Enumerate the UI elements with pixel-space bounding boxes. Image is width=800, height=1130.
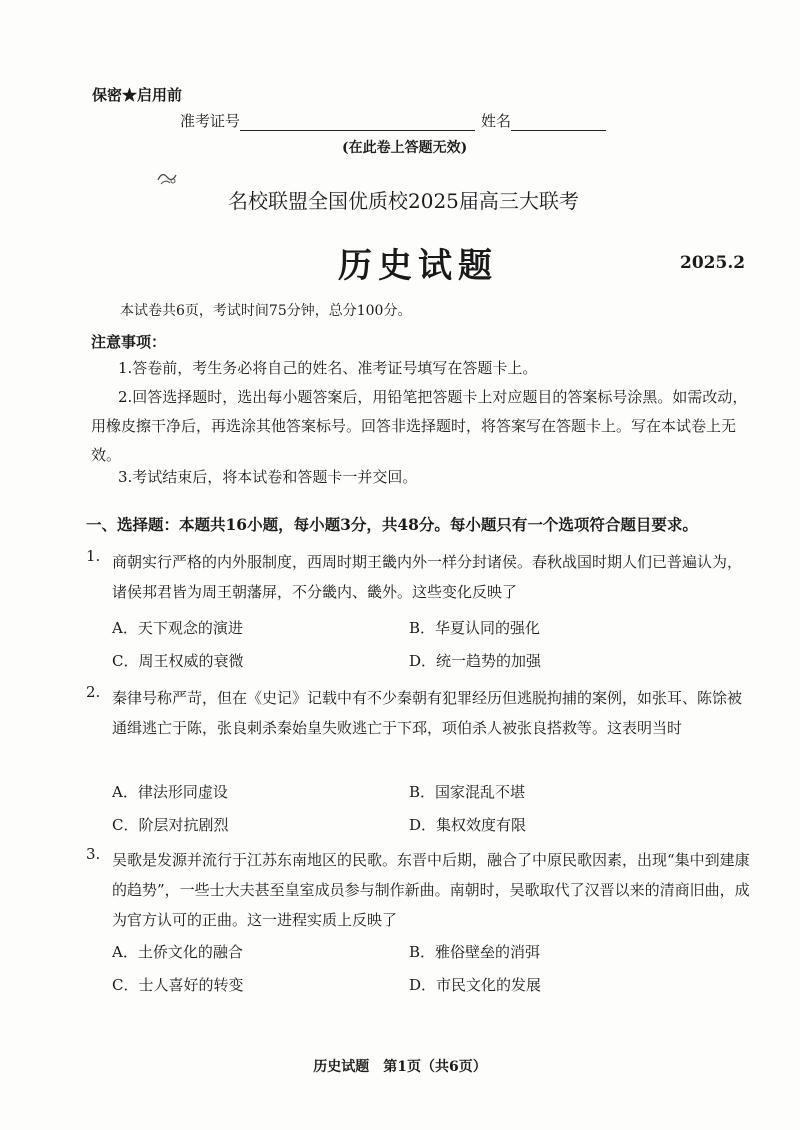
note-item: 2.回答选择题时，选出每小题答案后，用铅笔把答题卡上对应题目的答案标号涂黑。如需改动，用橡皮擦干净后，再选涂其他答案标号。回答非选择题时，将答案写在答题卡上。写在本试卷上无效。 bbox=[91, 388, 748, 464]
option-d: D．集权效度有限 bbox=[409, 816, 527, 834]
question-stem: 商朝实行严格的内外服制度，西周时期王畿内外一样分封诸侯。春秋战国时期人们已普遍认为，诸侯邦君皆为周王朝藩屏，不分畿内、畿外。这些变化反映了 bbox=[112, 553, 743, 601]
ticket-number-label: 准考证号 bbox=[180, 112, 241, 130]
option-b: B．国家混乱不堪 bbox=[409, 783, 526, 801]
option-d: D．市民文化的发展 bbox=[409, 976, 542, 994]
candidate-info-line bbox=[180, 110, 606, 131]
question-stem: 吴歌是发源并流行于江苏东南地区的民歌。东晋中后期，融合了中原民歌因素，出现“集中到建康的趋势”，一些士大夫甚至皇室成员参与制作新曲。南朝时，吴歌取代了汉晋以来的清商旧曲，成为官方认可的正曲。这一进程实质上反映了 bbox=[112, 851, 750, 929]
subject-title: 历史试题 bbox=[338, 246, 498, 286]
invalid-answer-note: (在此卷上答题无效) bbox=[342, 140, 468, 156]
option-a: A．天下观念的演进 bbox=[112, 619, 243, 637]
section-heading: 一、选择题：本题共16小题，每小题3分，共48分。每小题只有一个选项符合题目要求。 bbox=[86, 515, 698, 534]
notes-heading: 注意事项： bbox=[91, 333, 167, 351]
question-number: 3. bbox=[86, 845, 101, 863]
option-c: C．阶层对抗剧烈 bbox=[112, 816, 229, 834]
option-a: A．律法形同虚设 bbox=[112, 783, 228, 801]
option-d: D．统一趋势的加强 bbox=[409, 652, 542, 670]
exam-info: 本试卷共6页，考试时间75分钟，总分100分。 bbox=[120, 303, 412, 319]
name-blank bbox=[511, 114, 606, 131]
option-b: B．雅俗壁垒的消弭 bbox=[409, 943, 541, 961]
note-item: 1.答卷前，考生务必将自己的姓名、准考证号填写在答题卡上。 bbox=[118, 359, 538, 377]
exam-alliance-title: 名校联盟全国优质校2025届高三大联考 bbox=[228, 189, 579, 213]
option-b: B．华夏认同的强化 bbox=[409, 619, 541, 637]
option-c: C．周王权威的衰微 bbox=[112, 652, 244, 670]
exam-date: 2025.2 bbox=[680, 253, 746, 273]
option-c: C．士人喜好的转变 bbox=[112, 976, 244, 994]
option-a: A．土侨文化的融合 bbox=[112, 943, 243, 961]
scribble-mark bbox=[155, 168, 179, 188]
confidential-label: 保密★启用前 bbox=[92, 86, 183, 104]
ticket-number-blank bbox=[240, 114, 475, 131]
page-footer: 历史试题 第1页（共6页） bbox=[313, 1059, 487, 1075]
name-label: 姓名 bbox=[481, 112, 512, 130]
question-number: 1. bbox=[86, 547, 101, 565]
question-number: 2. bbox=[86, 683, 101, 701]
question-stem: 秦律号称严苛，但在《史记》记载中有不少秦朝有犯罪经历但逃脱拘捕的案例，如张耳、陈馀被通缉逃亡于陈，张良刺杀秦始皇失败逃亡于下邳，项伯杀人被张良搭救等。这表明当时 bbox=[112, 689, 743, 737]
note-item: 3.考试结束后，将本试卷和答题卡一并交回。 bbox=[118, 468, 418, 486]
